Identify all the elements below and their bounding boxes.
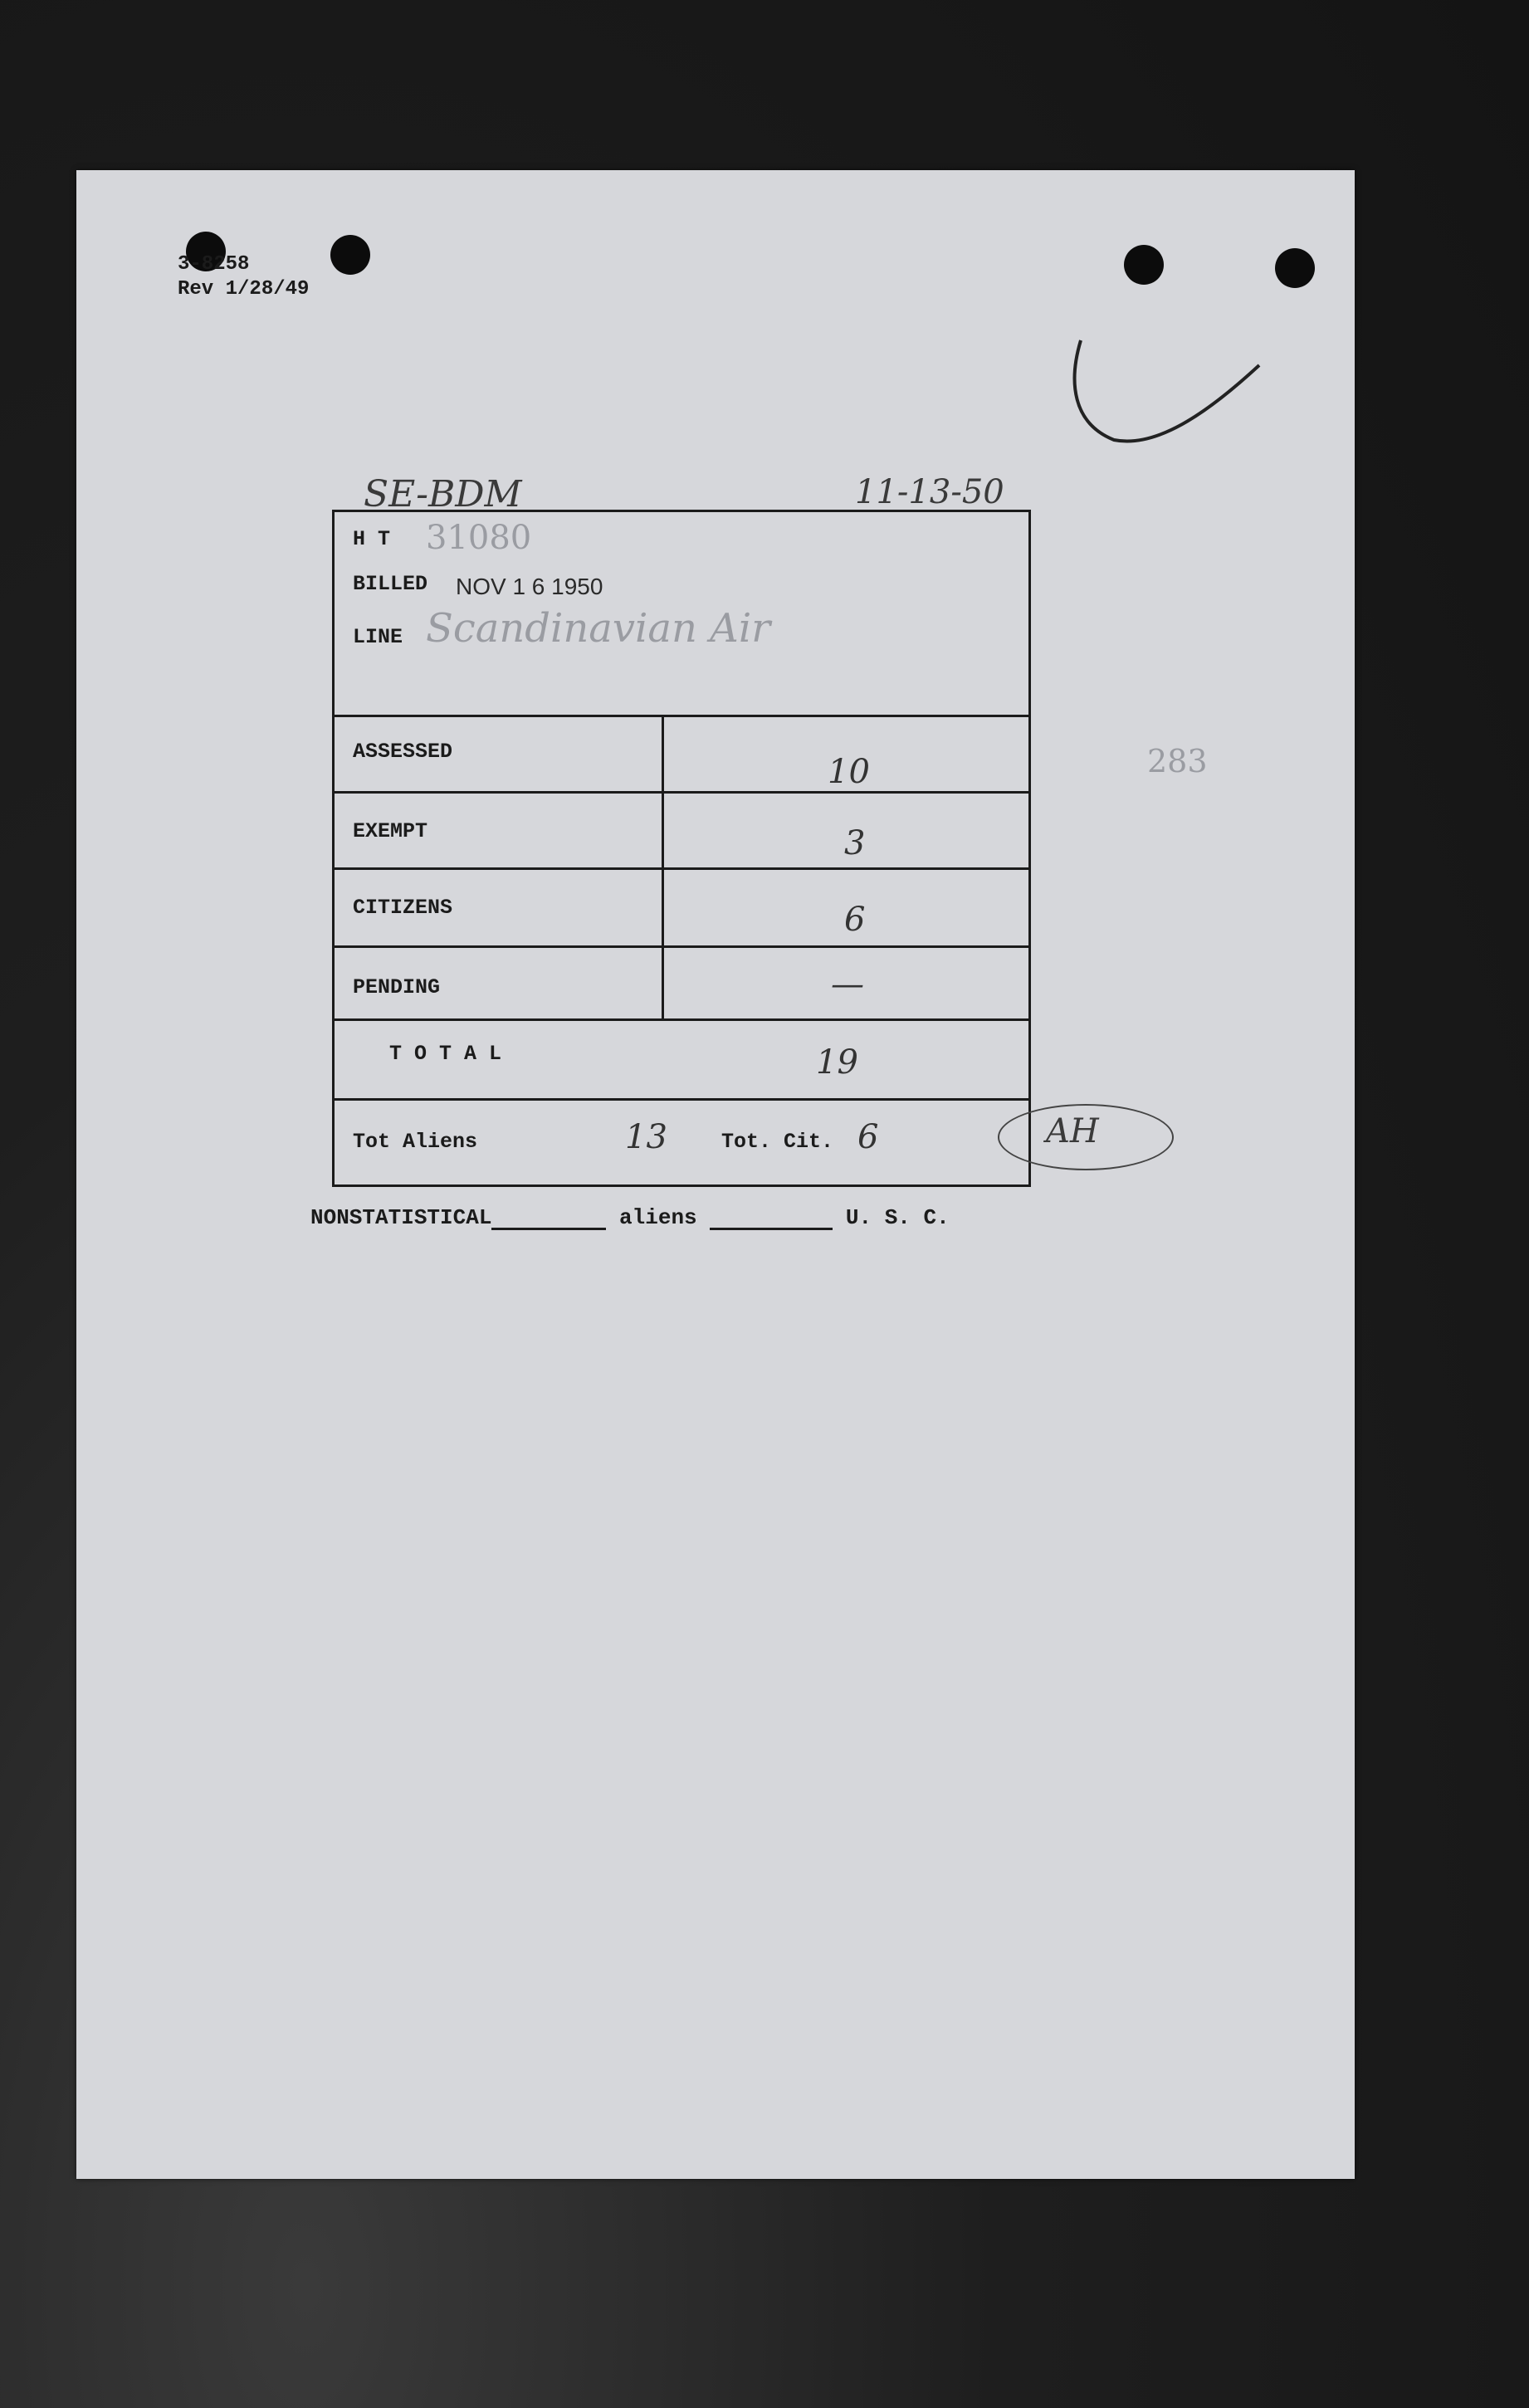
usc-label: U. S. C. xyxy=(845,1205,950,1230)
pending-label: PENDING xyxy=(353,975,441,999)
nonstatistical-label: NONSTATISTICAL xyxy=(310,1205,492,1230)
punch-hole xyxy=(330,235,370,275)
date-note: 11-13-50 xyxy=(855,473,1004,511)
tot-cit-value: 6 xyxy=(857,1118,879,1156)
aliens-label: aliens xyxy=(619,1205,697,1230)
assessed-value: 10 xyxy=(828,753,870,791)
tot-cit-label: Tot. Cit. xyxy=(721,1130,834,1154)
initials: AH xyxy=(1046,1112,1099,1150)
citizens-value: 6 xyxy=(844,901,866,939)
billed-date-stamp: NOV 1 6 1950 xyxy=(456,574,603,599)
punch-hole xyxy=(1275,248,1315,288)
line-label: LINE xyxy=(353,625,403,649)
exempt-value: 3 xyxy=(844,824,866,862)
exempt-label: EXEMPT xyxy=(353,819,428,843)
tot-aliens-value: 13 xyxy=(625,1118,667,1156)
total-value: 19 xyxy=(816,1043,858,1082)
citizens-label: CITIZENS xyxy=(353,896,453,920)
code-note: SE-BDM xyxy=(364,473,522,515)
tally-form xyxy=(332,510,1031,1187)
ht-value: 31080 xyxy=(426,519,532,557)
assessed-label: ASSESSED xyxy=(353,740,453,764)
margin-note: 283 xyxy=(1147,743,1208,779)
form-revision: Rev 1/28/49 xyxy=(178,278,310,300)
pending-value: — xyxy=(831,965,864,1004)
punch-hole xyxy=(1124,245,1164,285)
nonstatistical-line xyxy=(310,1205,950,1230)
tot-aliens-label: Tot Aliens xyxy=(353,1130,478,1154)
form-number: 3-8258 xyxy=(178,253,250,276)
line-value: Scandinavian Air xyxy=(426,605,771,652)
total-label: T O T A L xyxy=(389,1042,502,1066)
initials-stamp xyxy=(998,1104,1174,1170)
checkmark-icon xyxy=(1064,332,1263,457)
billed-label: BILLED xyxy=(353,572,428,596)
ht-label: H T xyxy=(353,527,391,551)
